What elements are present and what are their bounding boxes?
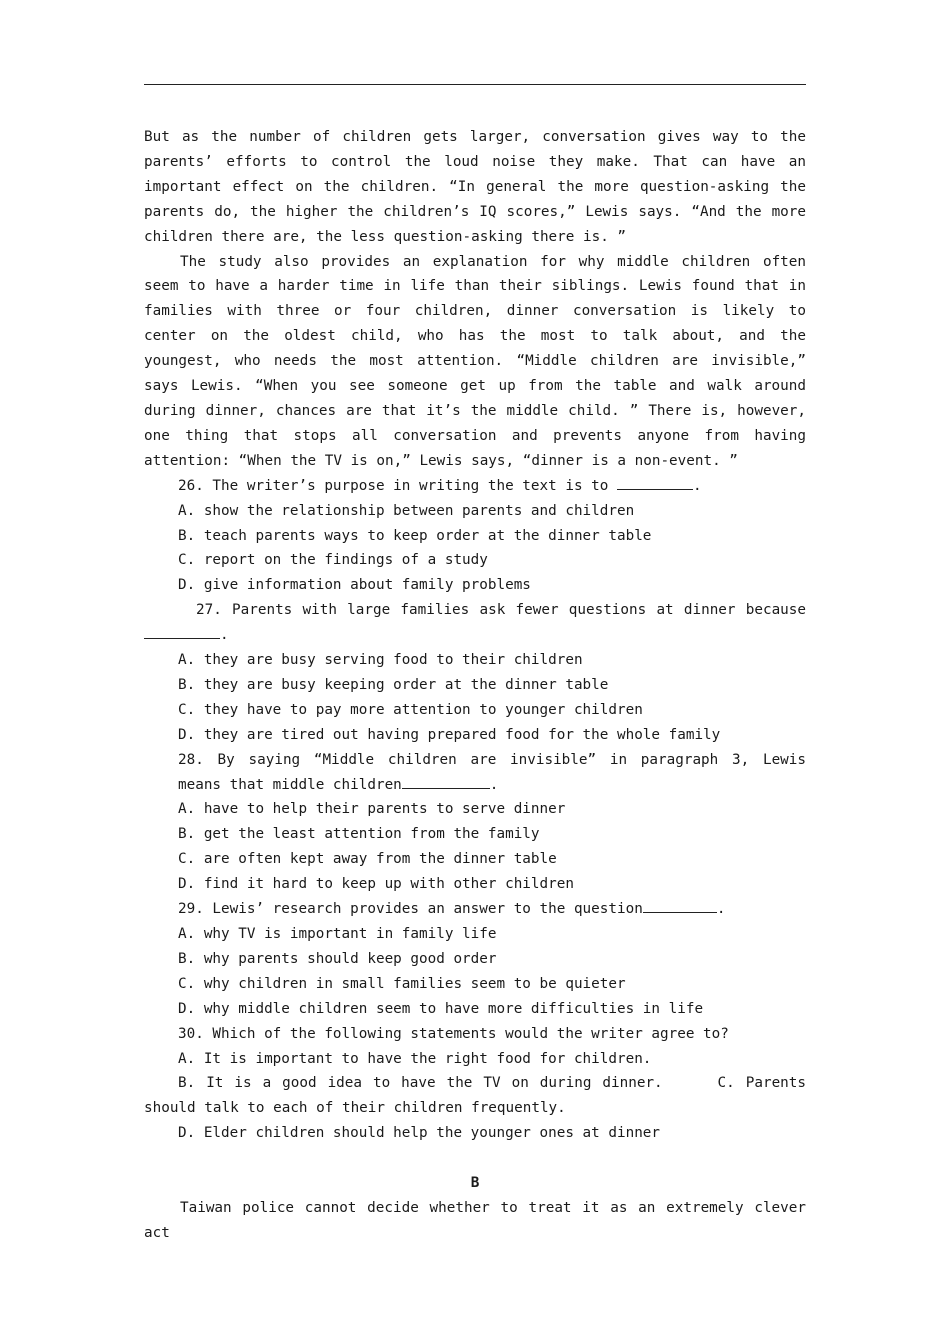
question-26-option-b: B. teach parents ways to keep order at the dinner table [178, 527, 652, 544]
header-rule [144, 84, 806, 85]
question-27-option-b: B. they are busy keeping order at the dinner table [178, 676, 609, 693]
passage-paragraph-1: But as the number of children gets larger, conversation gives way to the parents’ efforts to control the loud noise they make. That can have an important effect on the children. “In general the more question-asking the parents do, the higher the children’s IQ scores,” Lewis says. “And the more children there are, the less question-asking there is. ” [144, 129, 806, 245]
question-29-option-a: A. why TV is important in family life [178, 926, 497, 942]
passage-paragraph-2: The study also provides an explanation for why middle children often seem to have a harder time in life than their siblings. Lewis found that in families with three or four children, dinner conversation is likely to center on the oldest child, who has the most to talk about, and the youngest, who needs the most attention. “Middle children are invisible,” says Lewis. “When you see someone get up from the table and walk around during dinner, chances are that it’s the middle child. ” There is, however, one thing that stops all conversation and prevents anyone from having attention: “When the TV is on,” Lewis says, “dinner is a non-event. ” [144, 253, 806, 469]
question-26-option-d: D. give information about family problems [178, 577, 531, 594]
answer-blank [402, 773, 490, 789]
question-29-stem: 29. Lewis’ research provides an answer to the question . [144, 897, 806, 922]
question-30-option-a: A. It is important to have the right food for children. [178, 1050, 652, 1067]
question-30-option-d: D. Elder children should help the younger ones at dinner [178, 1125, 661, 1142]
question-26-stem: 26. The writer’s purpose in writing the text is to . [144, 474, 806, 499]
question-28-option-d: D. find it hard to keep up with other children [178, 876, 574, 893]
spacer [144, 1146, 806, 1171]
question-28-option-b: B. get the least attention from the family [178, 826, 540, 843]
section-heading-b: B [470, 1175, 480, 1192]
question-28-option-c: C. are often kept away from the dinner table [178, 851, 557, 868]
section-b-first-line: Taiwan police cannot decide whether to treat it as an extremely clever act [144, 1199, 806, 1241]
question-28-option-a: A. have to help their parents to serve dinner [178, 801, 566, 818]
answer-blank [144, 623, 220, 639]
answer-blank [617, 474, 693, 490]
question-27-option-d: D. they are tired out having prepared food for the whole family [178, 726, 721, 743]
answer-blank [643, 897, 717, 913]
question-27-option-c: C. they have to pay more attention to younger children [178, 701, 643, 718]
question-28-stem: 28. By saying “Middle children are invisible” in paragraph 3, Lewis means that middle children . [178, 751, 806, 793]
question-29-option-c: C. why children in small families seem to be quieter [178, 975, 626, 992]
question-26-option-a: A. show the relationship between parents and children [178, 502, 635, 519]
document-body [144, 125, 815, 1246]
question-29-option-d: D. why middle children seem to have more difficulties in life [178, 1000, 704, 1017]
question-27-stem: 27. Parents with large families ask fewer questions at dinner because. [144, 598, 806, 648]
question-29-option-b: B. why parents should keep good order [178, 950, 497, 967]
question-30-option-b-c: B. It is a good idea to have the TV on during dinner. C. Parents should talk to each of their children frequently. [144, 1075, 815, 1117]
question-27-option-a: A. they are busy serving food to their children [178, 652, 583, 669]
question-30-stem: 30. Which of the following statements would the writer agree to? [178, 1025, 729, 1042]
question-26-option-c: C. report on the findings of a study [178, 552, 488, 569]
